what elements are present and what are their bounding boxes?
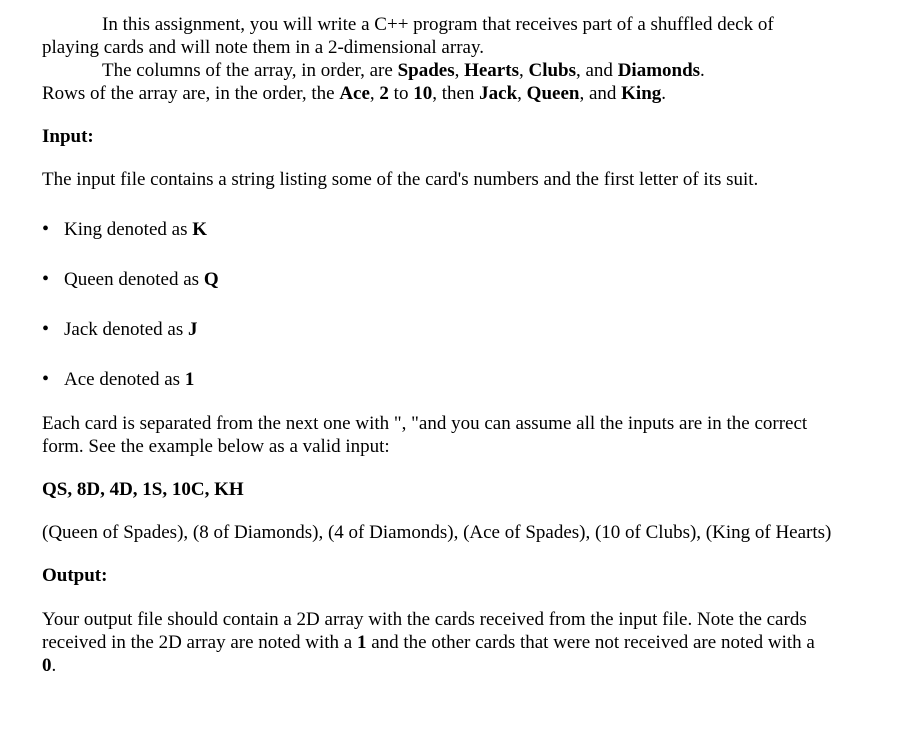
example-explanation: (Queen of Spades), (8 of Diamonds), (4 of Diamonds), (Ace of Spades), (10 of Clubs), (King of Hearts) (42, 522, 832, 543)
bullet-dot-icon: • (42, 218, 50, 240)
intro-p2-text: The columns of the array, in order, are (102, 60, 398, 81)
intro-paragraph-1: In this assignment, you will write a C++ program that receives part of a shuffled deck of playing cards and will note them in a 2-dimensional array. (42, 14, 774, 58)
sep: to (388, 83, 414, 104)
output-text: and the other cards that were not received are noted with a (366, 632, 815, 653)
output-text: Your output file should contain a 2D array with the cards received from the input file. Note the cards received in the 2D array are noted with a (42, 609, 807, 653)
value-zero: 0 (42, 655, 52, 676)
rank-king: King (621, 83, 662, 104)
rank-ten: 10 (413, 83, 433, 104)
rank-ace: Ace (339, 83, 370, 104)
intro-paragraph-2 (42, 59, 832, 82)
intro-paragraph-3 (42, 82, 832, 105)
sep: . (661, 83, 667, 104)
value-one: 1 (356, 632, 367, 653)
output-heading: Output: (42, 565, 108, 586)
sep: , (517, 83, 527, 104)
sep: , (518, 60, 529, 81)
sep: , and (576, 60, 618, 81)
bullet-dot-icon: • (42, 268, 50, 290)
intro-p3-text: Rows of the array are, in the order, the (42, 83, 340, 104)
bullet-code: 1 (184, 369, 195, 390)
rank-two: 2 (379, 83, 389, 104)
document-body (42, 13, 832, 677)
sep: . (700, 60, 705, 81)
bullet-jack (42, 318, 832, 341)
bullet-text: King denoted as (64, 219, 193, 240)
bullet-code: K (192, 219, 208, 240)
output-text: . (51, 655, 57, 676)
suit-spades: Spades (397, 60, 455, 81)
sep: , (454, 60, 465, 81)
bullet-text: Queen denoted as (64, 269, 204, 290)
bullet-king (42, 218, 832, 241)
bullet-dot-icon: • (42, 368, 50, 390)
sep: , then (432, 83, 480, 104)
suit-clubs: Clubs (528, 60, 576, 81)
sep: , (369, 83, 380, 104)
suit-hearts: Hearts (464, 60, 519, 81)
bullet-dot-icon: • (42, 318, 50, 340)
bullet-code: J (187, 319, 198, 340)
output-description (42, 608, 832, 677)
bullet-code: Q (203, 269, 219, 290)
input-heading: Input: (42, 126, 94, 147)
sep: , and (579, 83, 622, 104)
bullet-text: Ace denoted as (64, 369, 185, 390)
rank-jack: Jack (479, 83, 518, 104)
input-description: The input file contains a string listing some of the card's numbers and the first letter of its suit. (42, 169, 759, 190)
rank-queen: Queen (526, 83, 580, 104)
bullet-queen (42, 268, 832, 291)
suit-diamonds: Diamonds (617, 60, 701, 81)
separator-description: Each card is separated from the next one with ", "and you can assume all the inputs are in the correct form. See the example below as a valid input: (42, 413, 808, 457)
bullet-ace (42, 368, 832, 391)
bullet-text: Jack denoted as (64, 319, 188, 340)
example-input: QS, 8D, 4D, 1S, 10C, KH (42, 479, 244, 500)
